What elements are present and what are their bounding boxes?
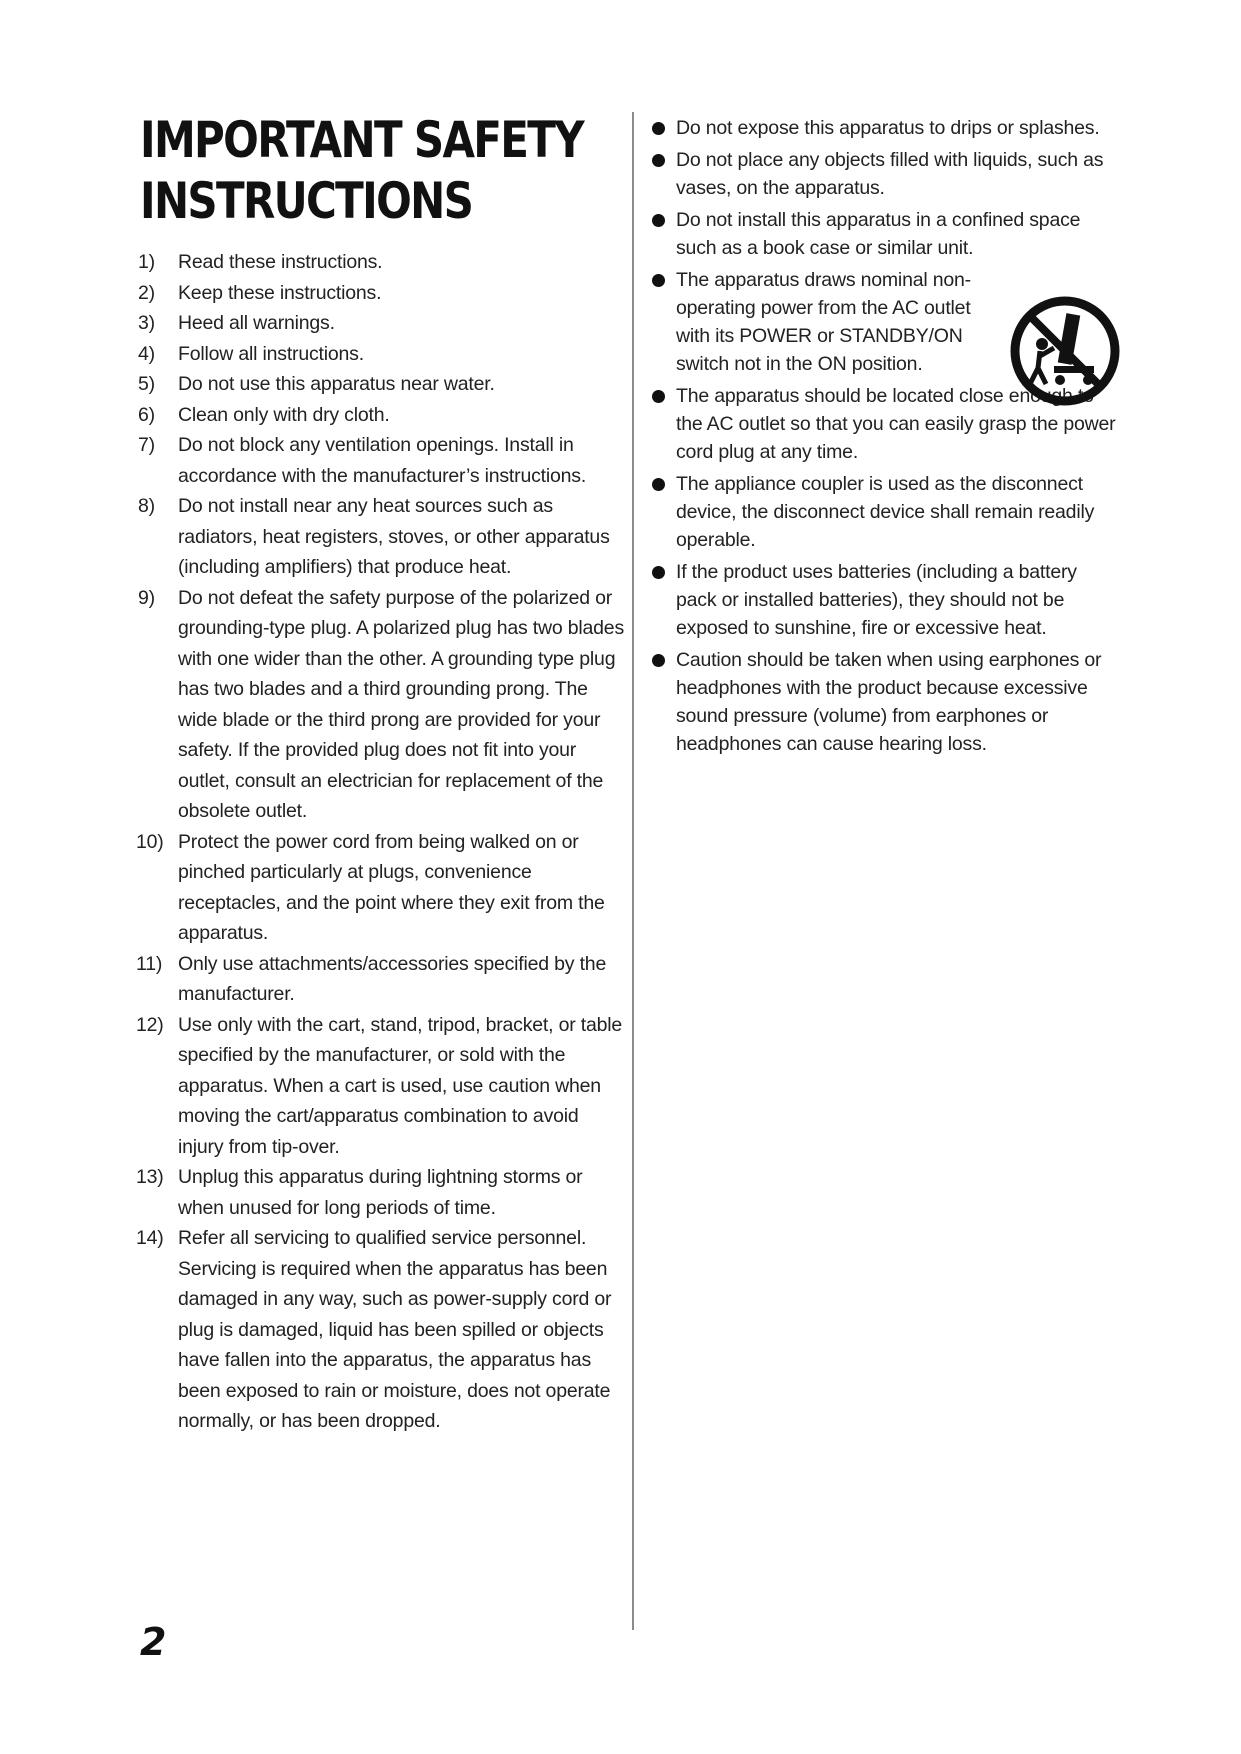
instruction-text: Use only with the cart, stand, tripod, bracket, or table specified by the manufacturer, or sold with the apparatus. When a cart is used, use caution when moving the cart/apparatus combination to avoid injury from tip-over. bbox=[178, 1013, 623, 1158]
page-title bbox=[140, 110, 583, 232]
warnings-column bbox=[652, 114, 1122, 762]
warning-text: Do not install this apparatus in a confined space such as a book case or similar unit. bbox=[676, 209, 1081, 259]
instruction-number: 7) bbox=[138, 434, 155, 456]
instruction-number: 11) bbox=[136, 952, 163, 975]
instruction-item bbox=[138, 278, 628, 309]
instruction-text: Do not defeat the safety purpose of the polarized or grounding-type plug. A polarized plug has two blades with one wider than the other. A grounding type plug has two blades and a third grounding prong. The wide blade or the third prong are provided for your safety. If the provided plug does not fit into your outlet, consult an electrician for replacement of the obsolete outlet. bbox=[178, 586, 625, 822]
instruction-text: Unplug this apparatus during lightning storms or when unused for long periods of time. bbox=[178, 1166, 583, 1219]
instruction-number: 10) bbox=[136, 830, 164, 853]
instruction-item bbox=[138, 247, 628, 278]
instruction-text: Clean only with dry cloth. bbox=[178, 403, 390, 426]
bullet-icon bbox=[652, 214, 665, 227]
bullet-icon bbox=[652, 154, 665, 167]
instruction-text: Do not block any ventilation openings. Install in accordance with the manufacturer’s instructions. bbox=[178, 434, 587, 487]
instruction-item bbox=[138, 308, 628, 339]
instruction-number: 12) bbox=[136, 1013, 164, 1036]
warning-item bbox=[652, 146, 1122, 202]
column-divider bbox=[632, 112, 634, 1630]
instruction-number: 5) bbox=[138, 373, 155, 395]
warning-item bbox=[652, 206, 1122, 262]
warning-text: Caution should be taken when using earphones or headphones with the product because excessive sound pressure (volume) from earphones or headphones can cause hearing loss. bbox=[676, 649, 1102, 755]
bullet-icon bbox=[652, 654, 665, 667]
instruction-text: Only use attachments/accessories specified by the manufacturer. bbox=[178, 952, 607, 1005]
instruction-number: 14) bbox=[136, 1227, 164, 1249]
warning-text: The appliance coupler is used as the disconnect device, the disconnect device shall remain readily operable. bbox=[676, 473, 1095, 551]
warning-text: The apparatus should be located close enough to the AC outlet so that you can easily grasp the power cord plug at any time. bbox=[676, 385, 1116, 463]
instruction-item bbox=[138, 949, 628, 1010]
warning-item bbox=[652, 470, 1122, 554]
page-number: 2 bbox=[140, 1620, 167, 1664]
title-line-2: INSTRUCTIONS bbox=[140, 172, 473, 230]
instruction-item bbox=[138, 1010, 628, 1163]
bullet-icon bbox=[652, 390, 665, 403]
bullet-icon bbox=[652, 566, 665, 579]
bullet-icon bbox=[652, 478, 665, 491]
bullet-icon bbox=[652, 274, 665, 287]
instruction-number: 9) bbox=[138, 586, 155, 609]
warning-text: Do not place any objects filled with liquids, such as vases, on the apparatus. bbox=[676, 149, 1104, 199]
warning-item bbox=[652, 114, 1122, 142]
instructions-list bbox=[138, 247, 628, 1437]
instruction-item bbox=[138, 583, 628, 827]
warning-item bbox=[652, 558, 1122, 642]
instruction-item bbox=[138, 491, 628, 583]
instruction-number: 13) bbox=[136, 1166, 164, 1188]
instruction-text: Refer all servicing to qualified service personnel. Servicing is required when the apparatus has been damaged in any way, such as power-supply cord or plug is damaged, liquid has been spilled or objects have fallen into the apparatus, the apparatus has been exposed to rain or moisture, does not operate normally, or has been dropped. bbox=[178, 1227, 612, 1432]
warning-text: Do not expose this apparatus to drips or splashes. bbox=[676, 117, 1100, 139]
instruction-number: 8) bbox=[138, 495, 155, 517]
warning-item bbox=[652, 646, 1122, 758]
bullet-icon bbox=[652, 122, 665, 135]
title-line-1: IMPORTANT SAFETY bbox=[140, 111, 583, 169]
instruction-number: 3) bbox=[138, 312, 155, 334]
instruction-item bbox=[138, 400, 628, 431]
instruction-number: 1) bbox=[138, 251, 155, 273]
instruction-text: Keep these instructions. bbox=[178, 281, 382, 304]
instruction-item bbox=[138, 430, 628, 491]
instruction-item bbox=[138, 339, 628, 370]
warning-text: If the product uses batteries (including a battery pack or installed batteries), they should not be exposed to sunshine, fire or excessive heat. bbox=[676, 561, 1077, 639]
warnings-list bbox=[652, 114, 1122, 758]
instruction-item bbox=[138, 1162, 628, 1223]
instruction-item bbox=[138, 1223, 628, 1437]
instruction-number: 6) bbox=[138, 403, 155, 426]
instruction-text: Do not use this apparatus near water. bbox=[178, 373, 495, 395]
instruction-text: Follow all instructions. bbox=[178, 342, 364, 365]
instruction-text: Protect the power cord from being walked on or pinched particularly at plugs, convenience receptacles, and the point where they exit from the apparatus. bbox=[178, 830, 605, 944]
instruction-text: Do not install near any heat sources such as radiators, heat registers, stoves, or other apparatus (including amplifiers) that produce heat. bbox=[178, 495, 610, 578]
instruction-number: 2) bbox=[138, 281, 155, 304]
instruction-number: 4) bbox=[138, 342, 155, 365]
cart-tip-over-warning-icon bbox=[1010, 296, 1120, 406]
instruction-text: Read these instructions. bbox=[178, 251, 383, 273]
instruction-item bbox=[138, 369, 628, 400]
warning-text: The apparatus draws nominal non-operating power from the AC outlet with its POWER or STANDBY/ON switch not in the ON position. bbox=[676, 269, 971, 375]
instruction-item bbox=[138, 827, 628, 949]
instructions-column bbox=[138, 247, 628, 1437]
instruction-text: Heed all warnings. bbox=[178, 312, 335, 334]
